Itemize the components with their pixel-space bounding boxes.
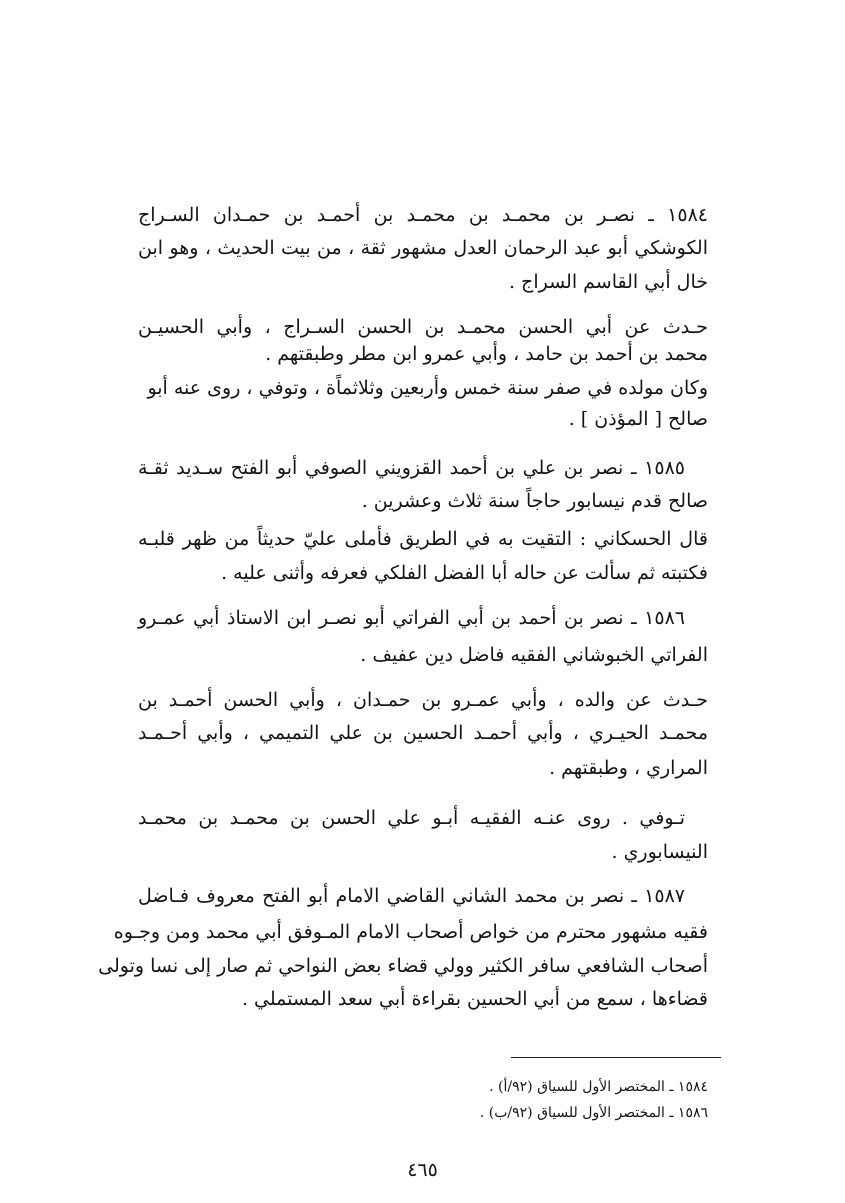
paragraph-line: حـدث عن أبي الحسن محمـد بن الحسن السـراج ، وأبي الحسيـن (138, 316, 708, 338)
paragraph-line: صالح [ المؤذن ] . (568, 408, 708, 430)
paragraph-line: تـوفي . روى عنـه الفقيـه أبـو علي الحسن بن محمـد بن محمـد (138, 807, 685, 829)
entry-1587-line-3: أصحاب الشافعي سافر الكثير وولي قضاء بعض النواحي ثم صار إلى نسا وتولى (98, 955, 708, 977)
footnote-separator (511, 1057, 721, 1058)
entry-1584-line-2: الكوشكي أبو عبد الرحمان العدل مشهور ثقة ، من بيت الحديث ، وهو ابن (138, 237, 708, 259)
paragraph-line: وكان مولده في صفر سنة خمس وأربعين وثلاثماًة ، وتوفي ، روى عنه أبو (147, 377, 708, 399)
entry-1584-line-1: ١٥٨٤ ـ نصـر بن محمـد بن محمـد بن أحمـد بن حمـدان السـراج (138, 204, 708, 226)
paragraph-line: قال الحسكاني : التقيت به في الطريق فأملى عليّ حديثاً من ظهر قلبـه (138, 528, 708, 550)
entry-1586-line-1: ١٥٨٦ ـ نصر بن أحمد بن أبي الفراتي أبو نصـر ابن الاستاذ أبي عمـرو (138, 607, 685, 629)
paragraph-line: النيسابوري . (611, 841, 708, 863)
entry-1586-line-2: الفراتي الخبوشاني الفقيه فاضل دين عفيف . (360, 644, 708, 666)
entry-1587-line-2: فقيه مشهور محترم من خواص أصحاب الامام المـوفق أبي محمد ومن وجـوه (113, 921, 708, 943)
entry-1585-line-2: صالح قدم نيسابور حاجاً سنة ثلاث وعشرين . (361, 490, 708, 512)
page-number: ٤٦٥ (407, 1159, 438, 1181)
paragraph-line: المراري ، وطبقتهم . (549, 757, 708, 779)
footnote: ١٥٨٤ ـ المختصر الأول للسياق (٩٢/أ) . (489, 1079, 708, 1095)
entry-1584-line-3: خال أبي القاسم السراج . (508, 271, 708, 293)
entry-1587-line-4: قضاءها ، سمع من أبي الحسين بقراءة أبي سعد المستملي . (241, 988, 708, 1010)
paragraph-line: محمد بن أحمد بن حامد ، وأبي عمرو ابن مطر وطبقتهم . (265, 343, 708, 365)
paragraph-line: محمـد الحيـري ، وأبي أحمـد الحسين بن علي التميمي ، وأبي أحـمـد (138, 722, 708, 744)
footnote: ١٥٨٦ ـ المختصر الأول للسياق (٩٢/ب) . (479, 1105, 708, 1121)
entry-1585-line-1: ١٥٨٥ ـ نصر بن علي بن أحمد القزويني الصوفي أبو الفتح سـديد ثقـة (138, 457, 685, 479)
entry-1587-line-1: ١٥٨٧ ـ نصر بن محمد الشاني القاضي الامام أبو الفتح معروف فـاضل (138, 885, 685, 907)
paragraph-line: فكتبته ثم سألت عن حاله أبا الفضل الفلكي فعرفه وأثنى عليه . (221, 562, 708, 584)
paragraph-line: حـدث عن والده ، وأبي عمـرو بن حمـدان ، وأبي الحسن أحمـد بن (138, 689, 708, 711)
